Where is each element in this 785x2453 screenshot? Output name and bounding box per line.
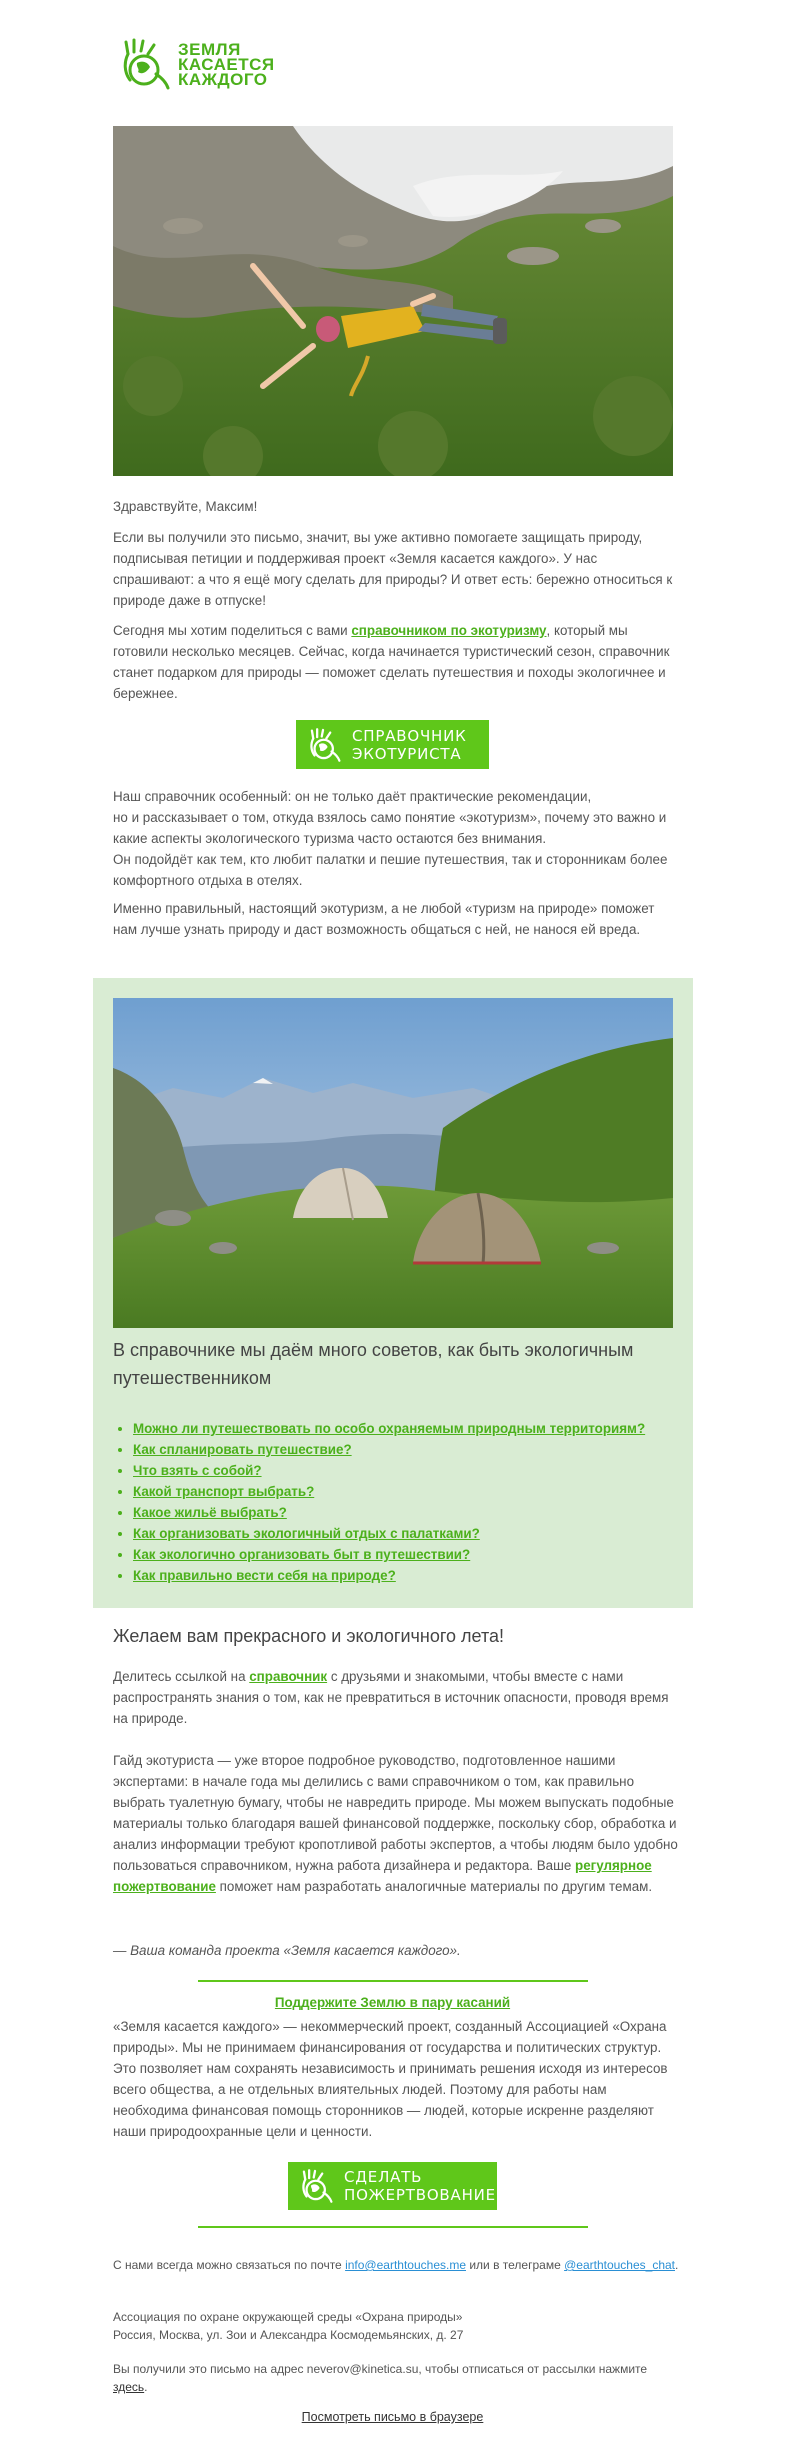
tip-item-4	[133, 1481, 703, 1502]
tip-link-3[interactable]: Что взять с собой?	[133, 1463, 262, 1478]
support-title-link[interactable]: Поддержите Землю в пару касаний	[274, 1995, 511, 2010]
divider-bottom	[198, 2226, 588, 2228]
share-guide-link[interactable]: справочник	[249, 1669, 328, 1684]
tip-item-1	[133, 1418, 703, 1439]
tip-link-7[interactable]: Как экологично организовать быт в путешествии?	[133, 1547, 471, 1562]
tip-item-5	[133, 1502, 703, 1523]
team-signature: — Ваша команда проекта «Земля касается каждого».	[113, 1943, 461, 1958]
share-paragraph: Делитесь ссылкой на справочник с друзьями и знакомыми, чтобы вместе с нами распространять знания о том, как не превратиться в источник опасности, проводя время на природе.	[113, 1669, 669, 1726]
tip-link-1[interactable]: Можно ли путешествовать по особо охраняемым природным территориям?	[133, 1421, 646, 1436]
view-in-browser-link[interactable]: Посмотреть письмо в браузере	[301, 2410, 484, 2424]
about-paragraph-2: Именно правильный, настоящий экотуризм, а не любой «туризм на природе» поможет нам лучше узнать природу и даст возможность общаться с ней, не нанося ей вреда.	[113, 901, 655, 937]
wishes-heading: Желаем вам прекрасного и экологичного лета!	[113, 1626, 505, 1646]
guide-info-paragraph: Гайд экотуриста — уже второе подробное руководство, подготовленное нашими экспертами: в начале года мы делились с вами справочником о том, как правильно выбрать туалетную бумагу, чтобы не навредить природе. Мы можем выпускать подобные материалы только благодаря вашей финансовой поддержке, поскольку сбор, обработка и анализ информации требуют кропотливой работы экспертов, а чтобы людям было удобно пользоваться справочником, нужна работа дизайнера и редактора. Ваше регулярное пожертвование поможет нам разработать аналогичные материалы по другим темам.	[113, 1753, 678, 1894]
tents-photo	[113, 998, 673, 1328]
hero-photo-person-on-meadow	[113, 126, 673, 476]
tip-item-3	[133, 1460, 703, 1481]
tip-link-5[interactable]: Какое жильё выбрать?	[133, 1505, 287, 1520]
greeting-text: Здравствуйте, Максим!	[113, 499, 258, 514]
hand-globe-icon	[308, 726, 342, 764]
intro-guide-paragraph: Сегодня мы хотим поделиться с вами справочником по экотуризму, который мы готовили несколько месяцев. Сейчас, когда начинается туристический сезон, справочник станет подарком для природы — поможет сделать путешествия и походы экологичнее и бережнее.	[113, 623, 670, 701]
unsubscribe-link[interactable]: здесь	[113, 2380, 145, 2394]
logo-line-3: КАЖДОГО	[178, 69, 268, 89]
guide-button-line-1: СПРАВОЧНИК	[352, 726, 467, 745]
org-info: Ассоциация по охране окружающей среды «Охрана природы» Россия, Москва, ул. Зои и Александра Космодемьянских, д. 27	[113, 2310, 464, 2342]
hand-globe-logo-icon	[120, 36, 172, 92]
tip-link-2[interactable]: Как спланировать путешествие?	[133, 1442, 352, 1457]
donate-button-line-1: СДЕЛАТЬ	[344, 2168, 423, 2186]
divider-top	[198, 1980, 588, 1982]
brand-logo[interactable]	[120, 36, 275, 92]
tips-list	[113, 1418, 703, 1586]
intro-paragraph: Если вы получили это письмо, значит, вы уже активно помогаете защищать природу, подписывая петиции и поддерживая проект «Земля касается каждого». У нас спрашивают: а что я ещё могу сделать для природы? И ответ есть: бережно относиться к природе даже в отпуске!	[113, 530, 673, 608]
tip-link-4[interactable]: Какой транспорт выбрать?	[133, 1484, 315, 1499]
guide-button-line-2: ЭКОТУРИСТА	[352, 744, 462, 763]
hand-globe-icon	[300, 2167, 334, 2205]
tip-item-8	[133, 1565, 703, 1586]
donate-button-line-2: ПОЖЕРТВОВАНИЕ	[344, 2186, 496, 2204]
tips-heading: В справочнике мы даём много советов, как быть экологичным путешественником	[113, 1340, 634, 1388]
telegram-link[interactable]: @earthtouches_chat	[564, 2258, 676, 2272]
contact-text: С нами всегда можно связаться по почте info@earthtouches.me или в телеграме @earthtouches_chat.	[113, 2258, 679, 2272]
about-paragraph-1: Наш справочник особенный: он не только даёт практические рекомендации, но и рассказывает о том, откуда взялось само понятие «экотуризм», почему это важно и какие аспекты экологического туризма часто остаются без внимания. Он подойдёт как тем, кто любит палатки и пешие путешествия, так и сторонникам более комфортного отдыха в отелях.	[113, 789, 668, 888]
tip-item-7	[133, 1544, 703, 1565]
logo-line-2: КАСАЕТСЯ	[178, 54, 275, 74]
guide-button[interactable]	[296, 720, 489, 769]
unsubscribe-text: Вы получили это письмо на адрес neverov@kineticа.su, чтобы отписаться от рассылки нажмите здесь.	[113, 2362, 648, 2394]
email-link[interactable]: info@earthtouches.me	[345, 2258, 466, 2272]
logo-line-1: ЗЕМЛЯ	[178, 39, 241, 59]
tip-link-6[interactable]: Как организовать экологичный отдых с палатками?	[133, 1526, 480, 1541]
logo-wordmark	[178, 39, 275, 89]
tip-item-2	[133, 1439, 703, 1460]
support-paragraph: «Земля касается каждого» — некоммерческий проект, созданный Ассоциацией «Охрана природы». Мы не принимаем финансирования от государства и политических структур. Это позволяет нам сохранять независимость и принимать решения исходя из интересов всего общества, а не отдельных влиятельных людей. Поэтому для работы нам необходима финансовая помощь сторонников — людей, которые искренне разделяют наши природоохранные цели и ценности.	[113, 2019, 668, 2139]
tip-item-6	[133, 1523, 703, 1544]
regular-donation-link[interactable]: регулярное пожертвование	[113, 1858, 652, 1894]
donate-button[interactable]	[288, 2162, 497, 2210]
tip-link-8[interactable]: Как правильно вести себя на природе?	[133, 1568, 396, 1583]
guide-inline-link[interactable]: справочником по экотуризму	[351, 623, 547, 638]
